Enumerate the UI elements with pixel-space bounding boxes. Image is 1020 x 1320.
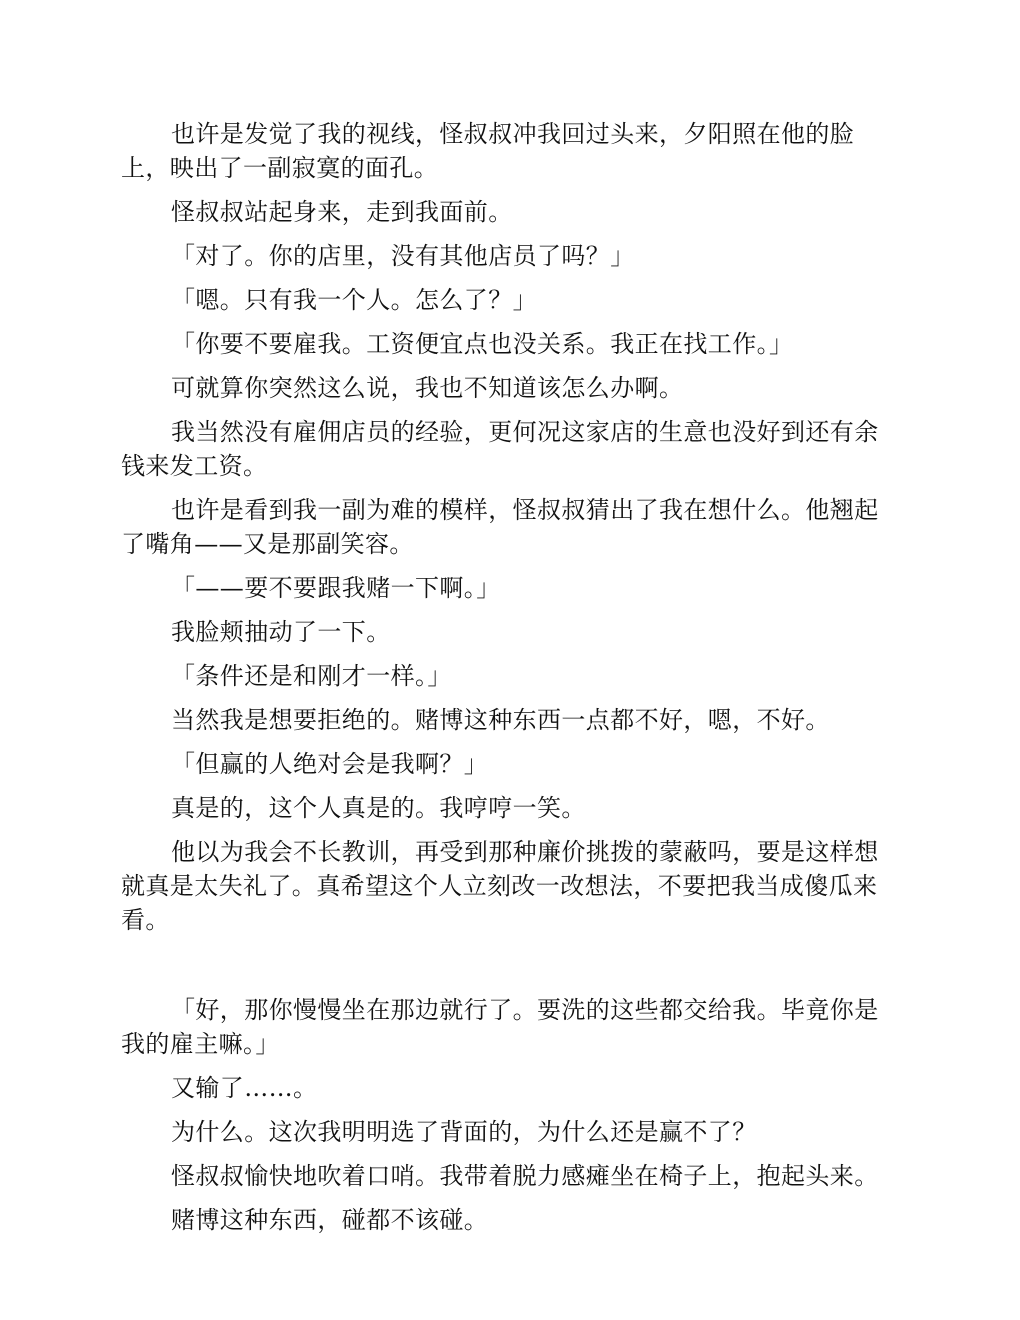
paragraph: 怪叔叔愉快地吹着口哨。我带着脱力感瘫坐在椅子上，抱起头来。	[171, 1162, 879, 1190]
dialogue-line: 「对了。你的店里，没有其他店员了吗？」	[171, 242, 635, 270]
paragraph: 我当然没有雇佣店员的经验，更何况这家店的生意也没好到还有余钱来发工资。	[121, 418, 879, 480]
paragraph: 赌博这种东西，碰都不该碰。	[171, 1206, 489, 1234]
section-break	[121, 947, 897, 993]
dialogue-line: 「——要不要跟我赌一下啊。」	[171, 574, 501, 602]
paragraph: 我脸颊抽动了一下。	[171, 618, 391, 646]
paragraph: 也许是发觉了我的视线，怪叔叔冲我回过头来，夕阳照在他的脸上，映出了一副寂寞的面孔。	[121, 120, 855, 182]
text-body	[121, 117, 897, 1247]
paragraph: 真是的，这个人真是的。我哼哼一笑。	[171, 794, 586, 822]
paragraph: 也许是看到我一副为难的模样，怪叔叔猜出了我在想什么。他翘起了嘴角——又是那副笑容。	[121, 496, 879, 558]
paragraph: 当然我是想要拒绝的。赌博这种东西一点都不好，嗯，不好。	[171, 706, 830, 734]
dialogue-line: 「好，那你慢慢坐在那边就行了。要洗的这些都交给我。毕竟你是我的雇主嘛。」	[121, 996, 879, 1058]
dialogue-line: 「你要不要雇我。工资便宜点也没关系。我正在找工作。」	[171, 330, 794, 358]
paragraph: 可就算你突然这么说，我也不知道该怎么办啊。	[171, 374, 684, 402]
dialogue-line: 「但赢的人绝对会是我啊？」	[171, 750, 489, 778]
dialogue-line: 「嗯。只有我一个人。怎么了？」	[171, 286, 537, 314]
dialogue-line: 「条件还是和刚才一样。」	[171, 662, 452, 690]
paragraph: 他以为我会不长教训，再受到那种廉价挑拨的蒙蔽吗，要是这样想就真是太失礼了。真希望这个人立刻改一改想法，不要把我当成傻瓜来看。	[121, 838, 879, 934]
paragraph: 为什么。这次我明明选了背面的，为什么还是赢不了？	[171, 1118, 757, 1146]
paragraph: 怪叔叔站起身来，走到我面前。	[171, 198, 513, 226]
paragraph: 又输了……。	[171, 1074, 318, 1102]
